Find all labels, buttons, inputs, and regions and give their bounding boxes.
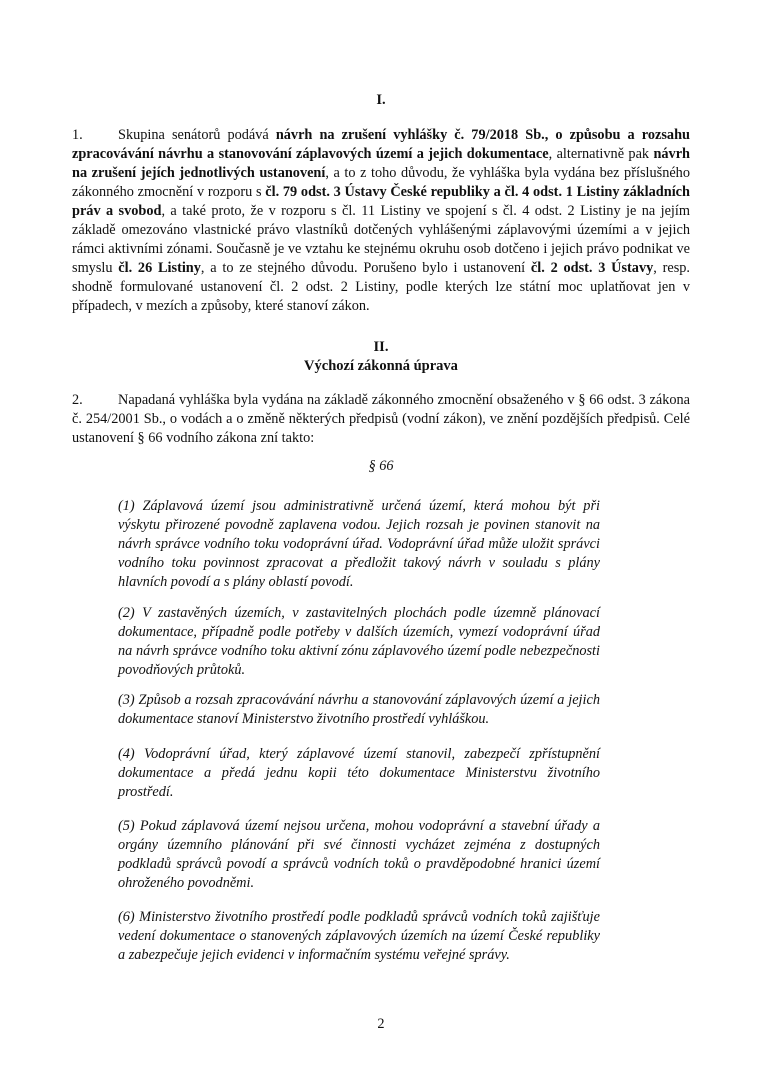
paragraph-1-segment: , a také proto, že v rozporu s čl. 11 Listiny ve spojení s čl. 4 odst. 2 Listiny je na jejím základě omezováno vlastnické právo vlastníků dotčených vyhlášenými záplavovými územími a v jejich rámci aktivními zónami. Současně je ve vztahu ke stejnému okruhu osob dotčeno i jejich právo podnikat ve smyslu — [72, 203, 690, 276]
emphasis-text: čl. 79 odst. 3 Ústavy České republiky a čl. 4 odst. 1 Listiny základních práv a svobod — [72, 184, 690, 219]
law-section-title: § 66 — [368, 458, 394, 474]
emphasis-text: čl. 2 odst. 3 Ústavy — [530, 260, 654, 276]
law-item-1: (1) Záplavová území jsou administrativně určená území, která mohou být při výskytu přirozené povodně zaplavena vodou. Jejich rozsah je povinen stanovit na návrh správce vodního toku vodoprávní úřad. Vodoprávní úřad může uložit správci vodního toku povinnost zpracovat a předložit takový návrh v souladu s plány hlavních povodí a s plány oblastí povodí. — [118, 498, 600, 590]
paragraph-2-number: 2. — [72, 392, 83, 408]
paragraph-1 — [72, 126, 690, 316]
law-item-2: (2) V zastavěných územích, v zastavitelných plochách podle územně plánovací dokumentace, případně podle potřeby v dalších územích, vymezí vodoprávní úřad na návrh správce vodního toku aktivní zónu záplavového území podle nebezpečnosti povodňových průtoků. — [118, 605, 600, 678]
paragraph-2-text: Napadaná vyhláška byla vydána na základě zákonného zmocnění obsaženého v § 66 odst. 3 zákona č. 254/2001 Sb., o vodách a o změně některých předpisů (vodní zákon), ve znění pozdějších předpisů. Celé ustanovení § 66 vodního zákona zní takto: — [72, 392, 690, 446]
law-item-3: (3) Způsob a rozsah zpracovávání návrhu a stanovování záplavových území a jejich dokumentace stanoví Ministerstvo životního prostředí vyhláškou. — [118, 692, 600, 727]
paragraph-1-segment: , resp. shodně formulované ustanovení čl. 2 odst. 2 Listiny, podle kterých lze státní moc uplatňovat jen v případech, v mezích a způsoby, které stanoví zákon. — [72, 260, 690, 314]
page-number: 2 — [377, 1016, 385, 1032]
paragraph-1-segment: , a to ze stejného důvodu. Porušeno bylo i ustanovení — [200, 260, 531, 276]
law-item-6: (6) Ministerstvo životního prostředí podle podkladů správců vodních toků zajišťuje vedení dokumentace o stanovených záplavových územích na území České republiky a zabezpečuje jejich evidenci v informačním systému veřejné správy. — [118, 909, 600, 963]
paragraph-1-text — [72, 127, 690, 314]
law-item-4: (4) Vodoprávní úřad, který záplavové území stanovil, zabezpečí zpřístupnění dokumentace a předá jednu kopii této dokumentace Ministerstvu životního prostředí. — [118, 746, 600, 800]
emphasis-text: čl. 26 Listiny — [118, 260, 201, 276]
paragraph-1-segment: , a to z toho důvodu, že vyhláška byla vydána bez příslušného zákonného zmocnění v rozporu s — [72, 165, 690, 200]
paragraph-1-segment: Skupina senátorů podává — [118, 127, 276, 143]
section-2-subheading: Výchozí zákonná úprava — [304, 358, 458, 374]
paragraph-2 — [72, 391, 690, 448]
paragraph-1-segment: , alternativně pak — [548, 146, 654, 162]
emphasis-text: návrh na zrušení vyhlášky č. 79/2018 Sb., o způsobu a rozsahu zpracovávání návrhu a stanovování záplavových území a jejich dokumentace — [72, 127, 690, 162]
section-2-heading: II. — [373, 339, 389, 355]
law-item-5: (5) Pokud záplavová území nejsou určena, mohou vodoprávní a stavební úřady a orgány územního plánování při své činnosti vycházet zejména z dostupných podkladů správců povodí a správců vodních toků o pravděpodobné hranici území ohroženého povodněmi. — [118, 818, 600, 891]
section-1-heading: I. — [376, 92, 386, 108]
emphasis-text: návrh na zrušení jejích jednotlivých ustanovení — [72, 146, 690, 181]
paragraph-1-number: 1. — [72, 127, 83, 143]
